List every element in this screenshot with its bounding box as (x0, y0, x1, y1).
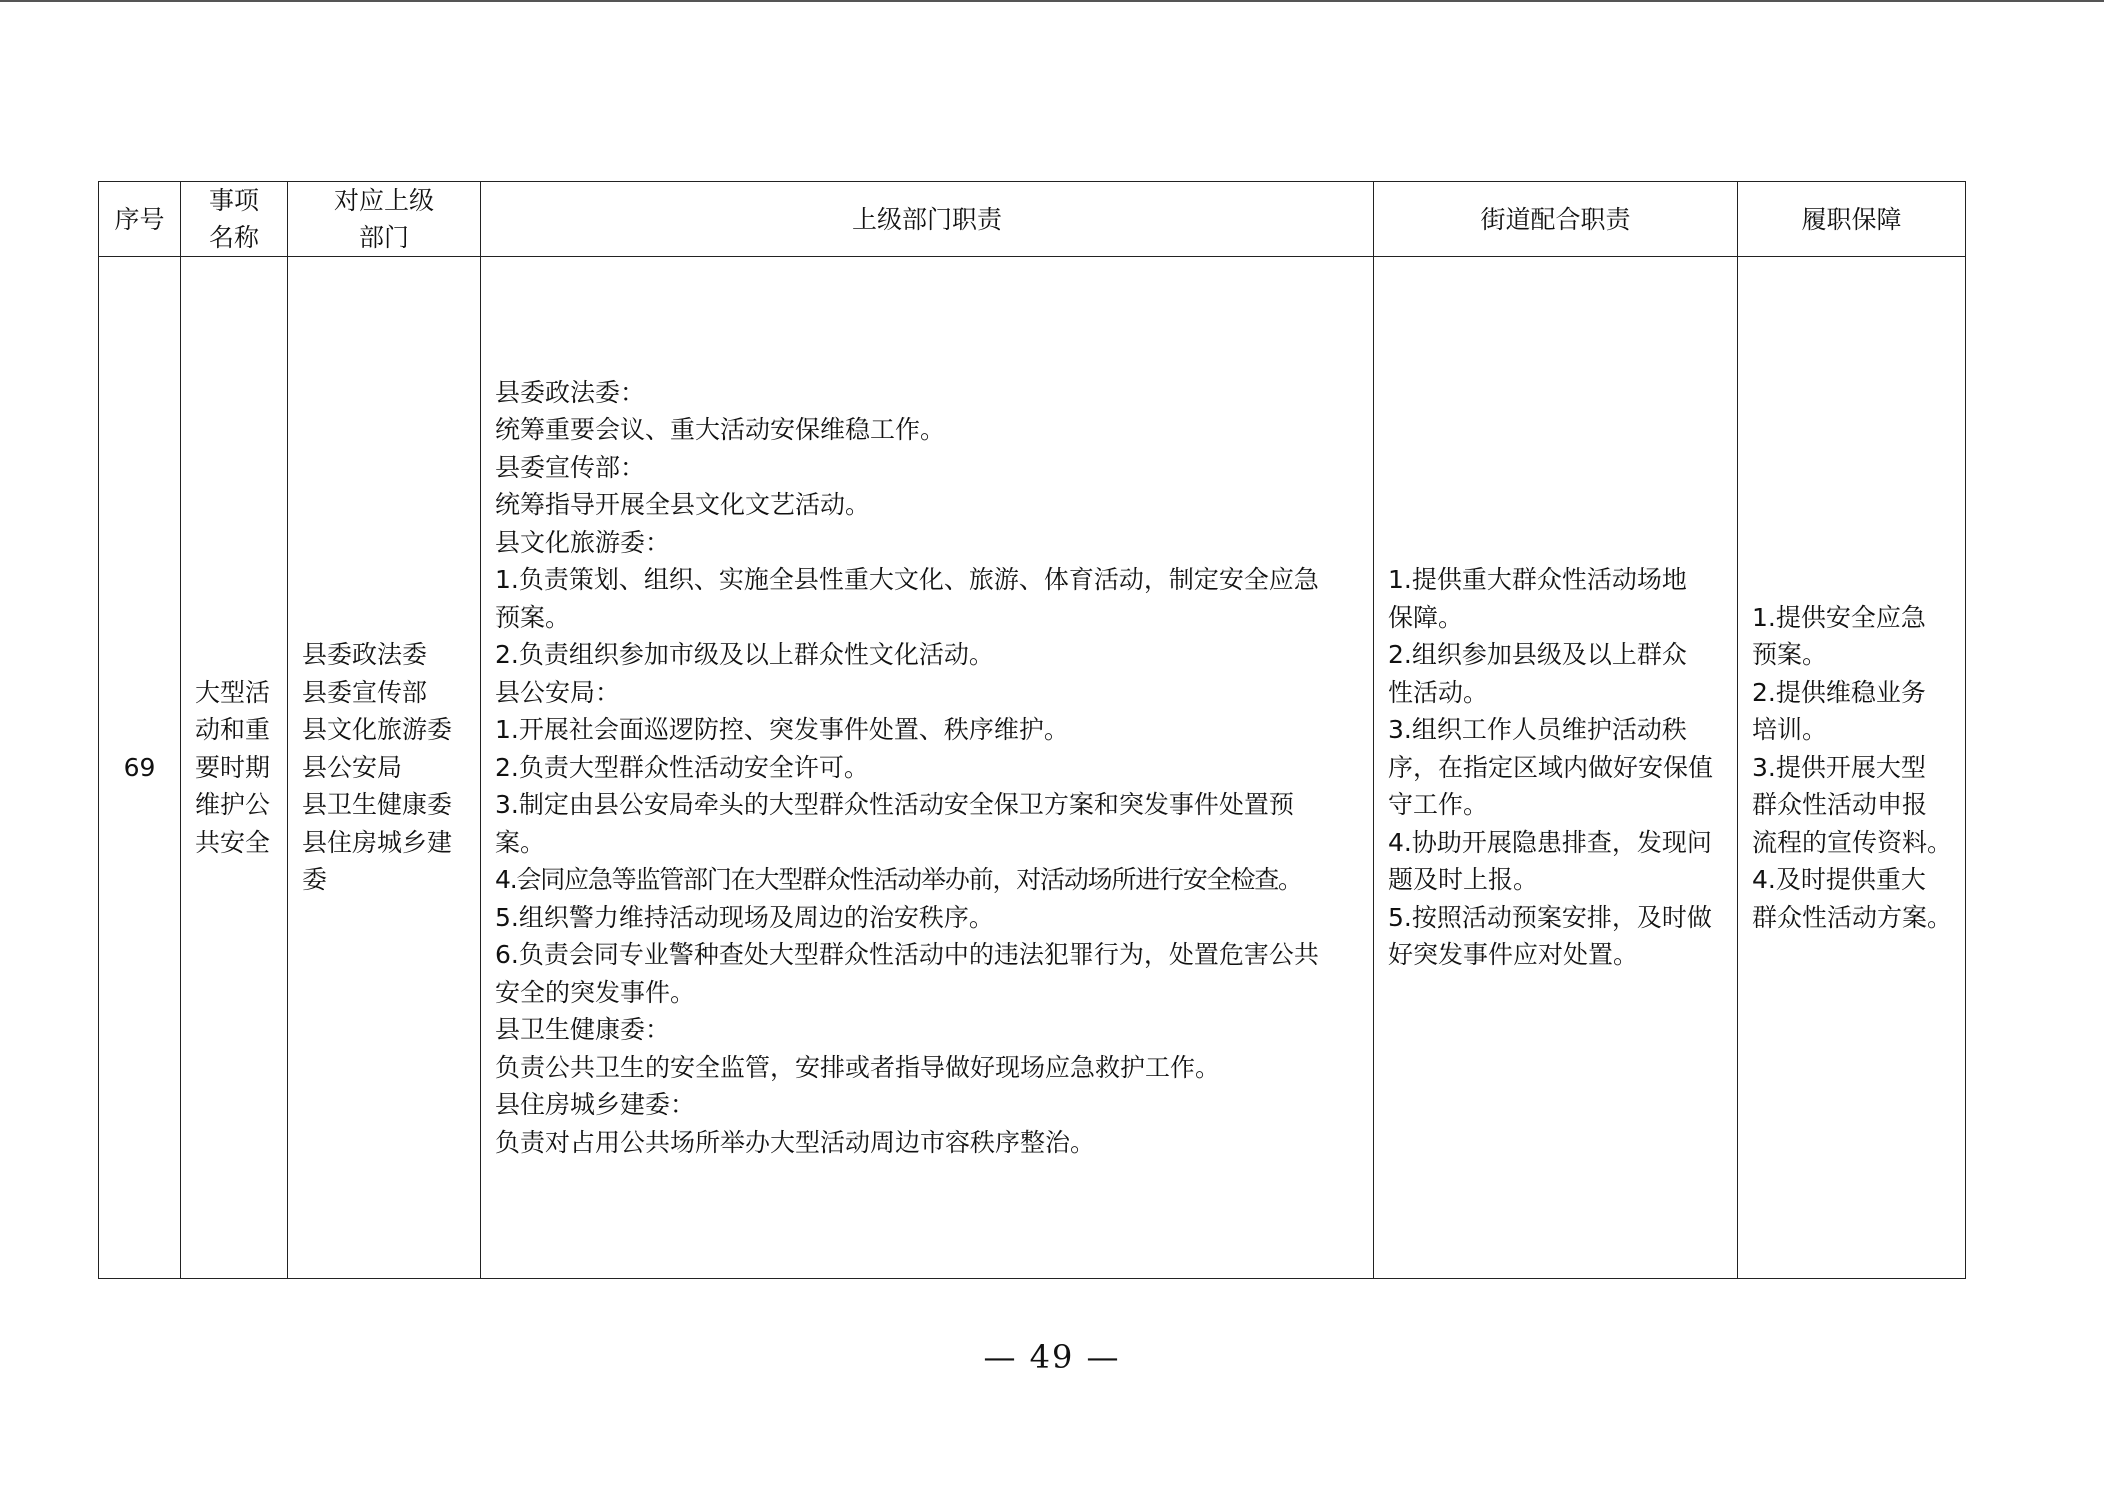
header-upper-department-line: 部门 (358, 223, 409, 252)
row-departments (288, 257, 481, 1279)
upper-duty-line: 6.负责会同专业警种查处大型群众性活动中的违法犯罪行为，处置危害公共 (495, 940, 1319, 970)
guarantee-line: 3.提供开展大型 (1752, 752, 1926, 782)
upper-duty-line: 统筹指导开展全县文化文艺活动。 (495, 490, 871, 520)
guarantee-line: 培训。 (1752, 715, 1828, 745)
header-upper-department (288, 182, 481, 257)
street-duty-line: 守工作。 (1388, 790, 1489, 820)
upper-duty-line: 1.负责策划、组织、实施全县性重大文化、旅游、体育活动，制定安全应急 (495, 565, 1319, 595)
header-item-name-line: 名称 (208, 223, 259, 252)
upper-duty-line: 4.会同应急等监管部门在大型群众性活动举办前，对活动场所进行安全检查。 (495, 865, 1302, 895)
guarantee-line: 1.提供安全应急 (1752, 602, 1926, 632)
upper-duty-line: 预案。 (495, 602, 571, 632)
department-line: 县卫生健康委 (302, 790, 453, 820)
header-upper-department-line: 对应上级 (333, 186, 434, 215)
upper-duty-line: 统筹重要会议、重大活动安保维稳工作。 (495, 415, 946, 445)
street-duty-line: 保障。 (1388, 602, 1464, 632)
guarantee-line: 预案。 (1752, 640, 1828, 670)
header-guarantees: 履职保障 (1738, 182, 1966, 257)
street-duty-line: 序，在指定区域内做好安保值 (1388, 752, 1714, 782)
row-guarantees (1738, 257, 1966, 1279)
upper-duty-line: 县委政法委： (495, 377, 646, 407)
upper-duty-line: 县公安局： (495, 677, 621, 707)
upper-duty-line: 2.负责大型群众性活动安全许可。 (495, 752, 869, 782)
upper-duty-line: 5.组织警力维持活动现场及周边的治安秩序。 (495, 902, 994, 932)
guarantee-line: 群众性活动方案。 (1752, 902, 1953, 932)
item-name-line: 动和重 (195, 715, 271, 745)
upper-duty-line: 负责对占用公共场所举办大型活动周边市容秩序整治。 (495, 1127, 1096, 1157)
header-number: 序号 (99, 182, 181, 257)
page-number: — 49 — (983, 1338, 1121, 1376)
row-upper-duties (481, 257, 1374, 1279)
upper-duty-line: 3.制定由县公安局牵头的大型群众性活动安全保卫方案和突发事件处置预 (495, 790, 1294, 820)
guarantee-line: 群众性活动申报 (1752, 790, 1928, 820)
street-duty-line: 题及时上报。 (1388, 865, 1539, 895)
department-line: 县公安局 (302, 752, 403, 782)
upper-duty-line: 县卫生健康委： (495, 1015, 671, 1045)
guarantee-line: 4.及时提供重大 (1752, 865, 1926, 895)
department-line: 县文化旅游委 (302, 715, 453, 745)
street-duty-line: 5.按照活动预案安排，及时做 (1388, 902, 1712, 932)
guarantee-line: 流程的宣传资料。 (1752, 827, 1953, 857)
upper-duty-line: 负责公共卫生的安全监管，安排或者指导做好现场应急救护工作。 (495, 1052, 1221, 1082)
upper-duty-line: 1.开展社会面巡逻防控、突发事件处置、秩序维护。 (495, 715, 1069, 745)
header-upper-duties: 上级部门职责 (481, 182, 1374, 257)
department-line: 委 (302, 865, 328, 895)
item-name-line: 大型活 (195, 677, 271, 707)
street-duty-line: 2.组织参加县级及以上群众 (1388, 640, 1687, 670)
item-name-line: 维护公 (195, 790, 271, 820)
row-street-duties (1374, 257, 1738, 1279)
street-duty-line: 4.协助开展隐患排查，发现问 (1388, 827, 1712, 857)
department-line: 县委政法委 (302, 640, 428, 670)
street-duty-line: 1.提供重大群众性活动场地 (1388, 565, 1687, 595)
guarantee-line: 2.提供维稳业务 (1752, 677, 1926, 707)
item-name-line: 要时期 (195, 752, 271, 782)
upper-duty-line: 2.负责组织参加市级及以上群众性文化活动。 (495, 640, 994, 670)
row-number: 69 (99, 257, 181, 1279)
upper-duty-line: 县文化旅游委： (495, 527, 671, 557)
table-row (99, 257, 1966, 1279)
duty-table (98, 181, 1966, 1279)
upper-duty-line: 案。 (495, 827, 546, 857)
street-duty-line: 3.组织工作人员维护活动秩 (1388, 715, 1687, 745)
top-border-line (0, 0, 2104, 2)
header-item-name (181, 182, 288, 257)
header-item-name-line: 事项 (208, 186, 259, 215)
department-line: 县委宣传部 (302, 677, 428, 707)
street-duty-line: 好突发事件应对处置。 (1388, 940, 1639, 970)
row-item-name (181, 257, 288, 1279)
item-name-line: 共安全 (195, 827, 271, 857)
street-duty-line: 性活动。 (1388, 677, 1489, 707)
upper-duty-line: 安全的突发事件。 (495, 977, 696, 1007)
table-header-row (99, 182, 1966, 257)
upper-duty-line: 县委宣传部： (495, 452, 646, 482)
header-street-duties: 街道配合职责 (1374, 182, 1738, 257)
upper-duty-line: 县住房城乡建委： (495, 1090, 696, 1120)
department-line: 县住房城乡建 (302, 827, 453, 857)
